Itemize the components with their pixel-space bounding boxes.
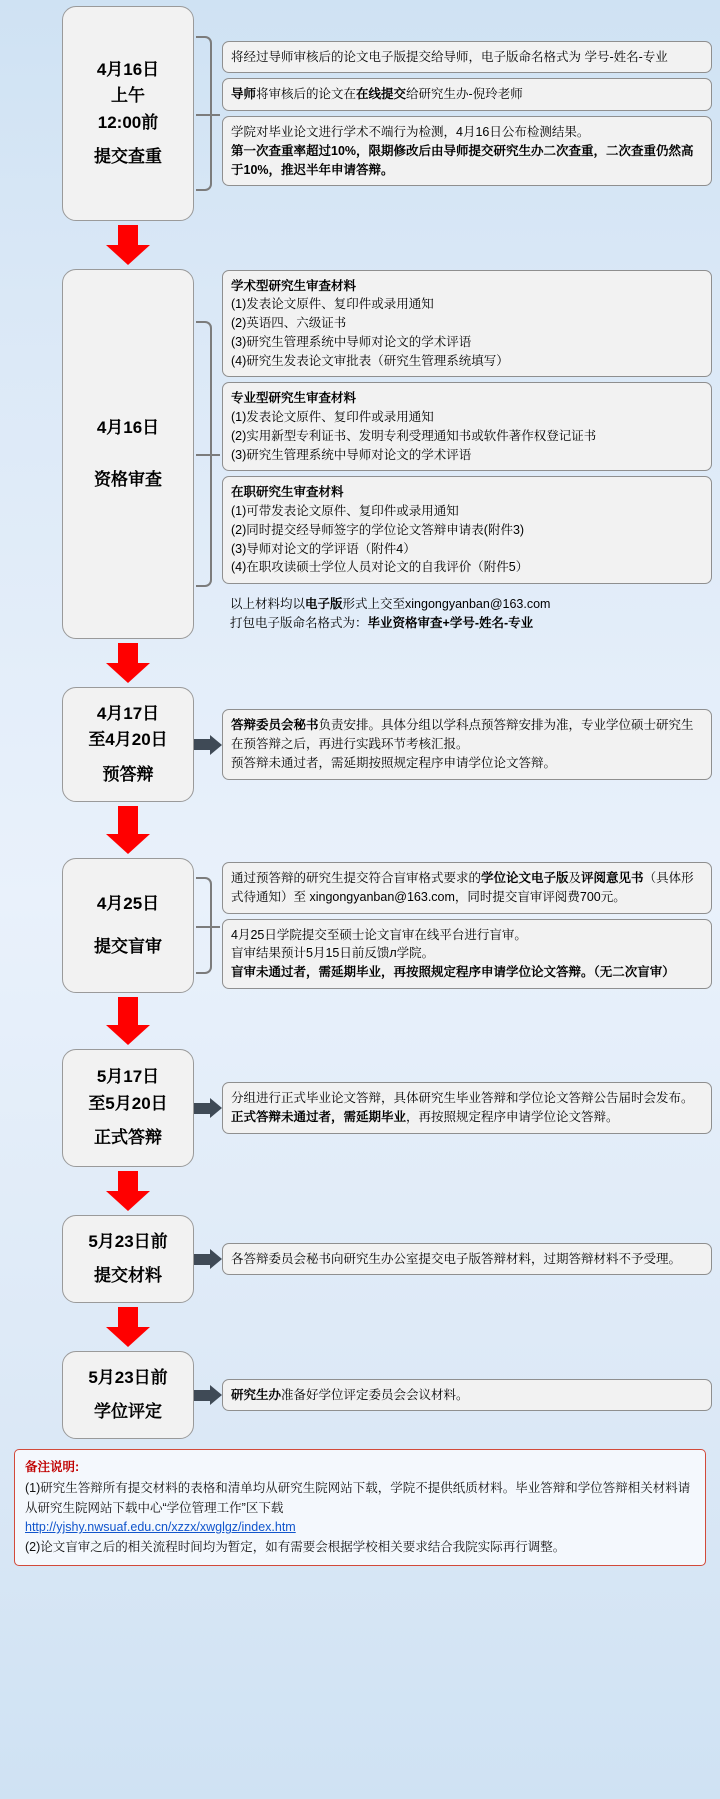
- bracket-connector: [194, 6, 222, 221]
- note: 将经过导师审核后的论文电子版提交给导师，电子版命名格式为 学号-姓名-专业: [222, 41, 712, 74]
- down-arrow-icon: [106, 806, 150, 854]
- stage-block-formal-defense: [0, 1049, 720, 1167]
- arrow-row: [0, 1167, 720, 1215]
- notes-check-duplicate: [222, 6, 712, 221]
- arrow-row: [0, 221, 720, 269]
- arrow-row: [0, 802, 720, 858]
- notes-qualification-review: [222, 269, 712, 639]
- note: 各答辩委员会秘书向研究生办公室提交电子版答辩材料，过期答辩材料不予受理。: [222, 1243, 712, 1276]
- down-arrow-icon: [106, 643, 150, 683]
- stage-line: 提交查重: [94, 146, 162, 166]
- stage-block-qualification-review: [0, 269, 720, 639]
- stage-line: 5月23日前: [88, 1231, 168, 1251]
- stage-line: 4月16日: [96, 417, 160, 437]
- grey-arrow-icon: [194, 1249, 222, 1269]
- footer-note: [14, 1449, 706, 1566]
- stage-line: 资格审查: [94, 470, 162, 489]
- notes-degree-evaluation: [222, 1351, 712, 1439]
- stage-line: 上午: [111, 86, 145, 106]
- stage-block-pre-defense: [0, 687, 720, 802]
- bracket-connector: [194, 858, 222, 993]
- note: 通过预答辩的研究生提交符合盲审格式要求的学位论文电子版及评阅意见书（具体形式待通知）至 xingongyanban@163.com，同时提交盲审评阅费700元。: [222, 862, 712, 914]
- stage-line: 学位评定: [94, 1402, 162, 1421]
- arrow-row: [0, 993, 720, 1049]
- spacer: [0, 6, 62, 221]
- note: 以上材料均以电子版形式上交至xingongyanban@163.com 打包电子版命名格式为：毕业资格审查+学号-姓名-专业: [230, 597, 551, 630]
- stage-wrap: [62, 6, 194, 221]
- footer-line-1: (1)研究生答辩所有提交材料的表格和清单均从研究生院网站下载，学院不提供纸质材料。毕业答辩和学位答辩相关材料请从研究生院网站下载中心“学位管理工作”区下载: [25, 1481, 691, 1515]
- stage-line: 4月25日: [96, 894, 160, 914]
- stage-line: 正式答辩: [94, 1128, 162, 1148]
- down-arrow-icon: [106, 1171, 150, 1211]
- stage-line: 4月17日: [96, 703, 160, 723]
- stage-block-submit-materials: [0, 1215, 720, 1303]
- note: 研究生办准备好学位评定委员会会议材料。: [222, 1379, 712, 1412]
- stage-line: 预答辩: [102, 764, 154, 784]
- note: 在职研究生审查材料 (1)可带发表论文原件、复印件或录用通知 (2)同时提交经导师签字的学位论文答辩申请表(附件3) (3)导师对论文的学评语（附件4） (4)在职攻读硕士学位人员对论文的自我评价（附件5）: [222, 476, 712, 584]
- grey-arrow-icon: [194, 1385, 222, 1405]
- stage-box-submit-materials[interactable]: [62, 1215, 194, 1303]
- notes-formal-defense: [222, 1049, 712, 1167]
- stage-line: 12:00前: [97, 112, 159, 132]
- note: 答辩委员会秘书负责安排。具体分组以学科点预答辩安排为准，专业学位硕士研究生在预答辩之后，再进行实践环节考核汇报。 预答辩未通过者，需延期按照规定程序申请学位论文答辩。: [222, 709, 712, 779]
- grad-school-download-link[interactable]: http://yjshy.nwsuaf.edu.cn/xzzx/xwglgz/index.htm: [25, 1520, 296, 1535]
- stage-box-check-duplicate[interactable]: [62, 6, 194, 221]
- stage-box-formal-defense[interactable]: [62, 1049, 194, 1167]
- stage-box-pre-defense[interactable]: [62, 687, 194, 802]
- down-arrow-icon: [106, 225, 150, 265]
- stage-line: 5月23日前: [88, 1367, 168, 1387]
- notes-pre-defense: [222, 687, 712, 802]
- note: 专业型研究生审查材料 (1)发表论文原件、复印件或录用通知 (2)实用新型专利证书、发明专利受理通知书或软件著作权登记证书 (3)研究生管理系统中导师对论文的学术评语: [222, 382, 712, 471]
- stage-box-degree-evaluation[interactable]: [62, 1351, 194, 1439]
- bracket-connector: [194, 269, 222, 639]
- footer-line-2: (2)论文盲审之后的相关流程时间均为暂定，如有需要会根据学校相关要求结合我院实际再行调整。: [25, 1539, 566, 1554]
- stage-line: 至4月20日: [88, 730, 168, 750]
- footer-title: 备注说明:: [25, 1460, 80, 1474]
- stage-line: 提交材料: [94, 1266, 162, 1285]
- grey-arrow-icon: [194, 735, 222, 755]
- arrow-row: [0, 639, 720, 687]
- stage-line: 5月17日: [96, 1067, 160, 1087]
- notes-blind-review: [222, 858, 712, 993]
- down-arrow-icon: [106, 1307, 150, 1347]
- note: 导师将审核后的论文在在线提交给研究生办-倪玲老师: [222, 78, 712, 111]
- down-arrow-icon: [106, 997, 150, 1045]
- stage-block-degree-evaluation: [0, 1351, 720, 1439]
- note: 学术型研究生审查材料 (1)发表论文原件、复印件或录用通知 (2)英语四、六级证书 (3)研究生管理系统中导师对论文的学术评语 (4)研究生发表论文审批表（研究生管理系统填写）: [222, 270, 712, 378]
- stage-line: 至5月20日: [88, 1093, 168, 1113]
- note: 4月25日学院提交至硕士论文盲审在线平台进行盲审。 盲审结果预计5月15日前反馈л学院。 盲审未通过者，需延期毕业，再按照规定程序申请学位论文答辩。（无二次盲审）: [222, 919, 712, 989]
- notes-submit-materials: [222, 1215, 712, 1303]
- stage-block-blind-review: [0, 858, 720, 993]
- note: 学院对毕业论文进行学术不端行为检测，4月16日公布检测结果。 第一次查重率超过10%，限期修改后由导师提交研究生办二次查重，二次查重仍然高于10%，推迟半年申请答辩。: [222, 116, 712, 186]
- note: 分组进行正式毕业论文答辩，具体研究生毕业答辩和学位论文答辩公告届时会发布。 正式答辩未通过者，需延期毕业，再按照规定程序申请学位论文答辩。: [222, 1082, 712, 1134]
- stage-box-qualification-review[interactable]: [62, 269, 194, 639]
- stage-box-blind-review[interactable]: [62, 858, 194, 993]
- grey-arrow-icon: [194, 1098, 222, 1118]
- stage-line: 提交盲审: [94, 936, 162, 956]
- stage-block-check-duplicate: [0, 6, 720, 221]
- stage-line: 4月16日: [96, 59, 160, 79]
- arrow-row: [0, 1303, 720, 1351]
